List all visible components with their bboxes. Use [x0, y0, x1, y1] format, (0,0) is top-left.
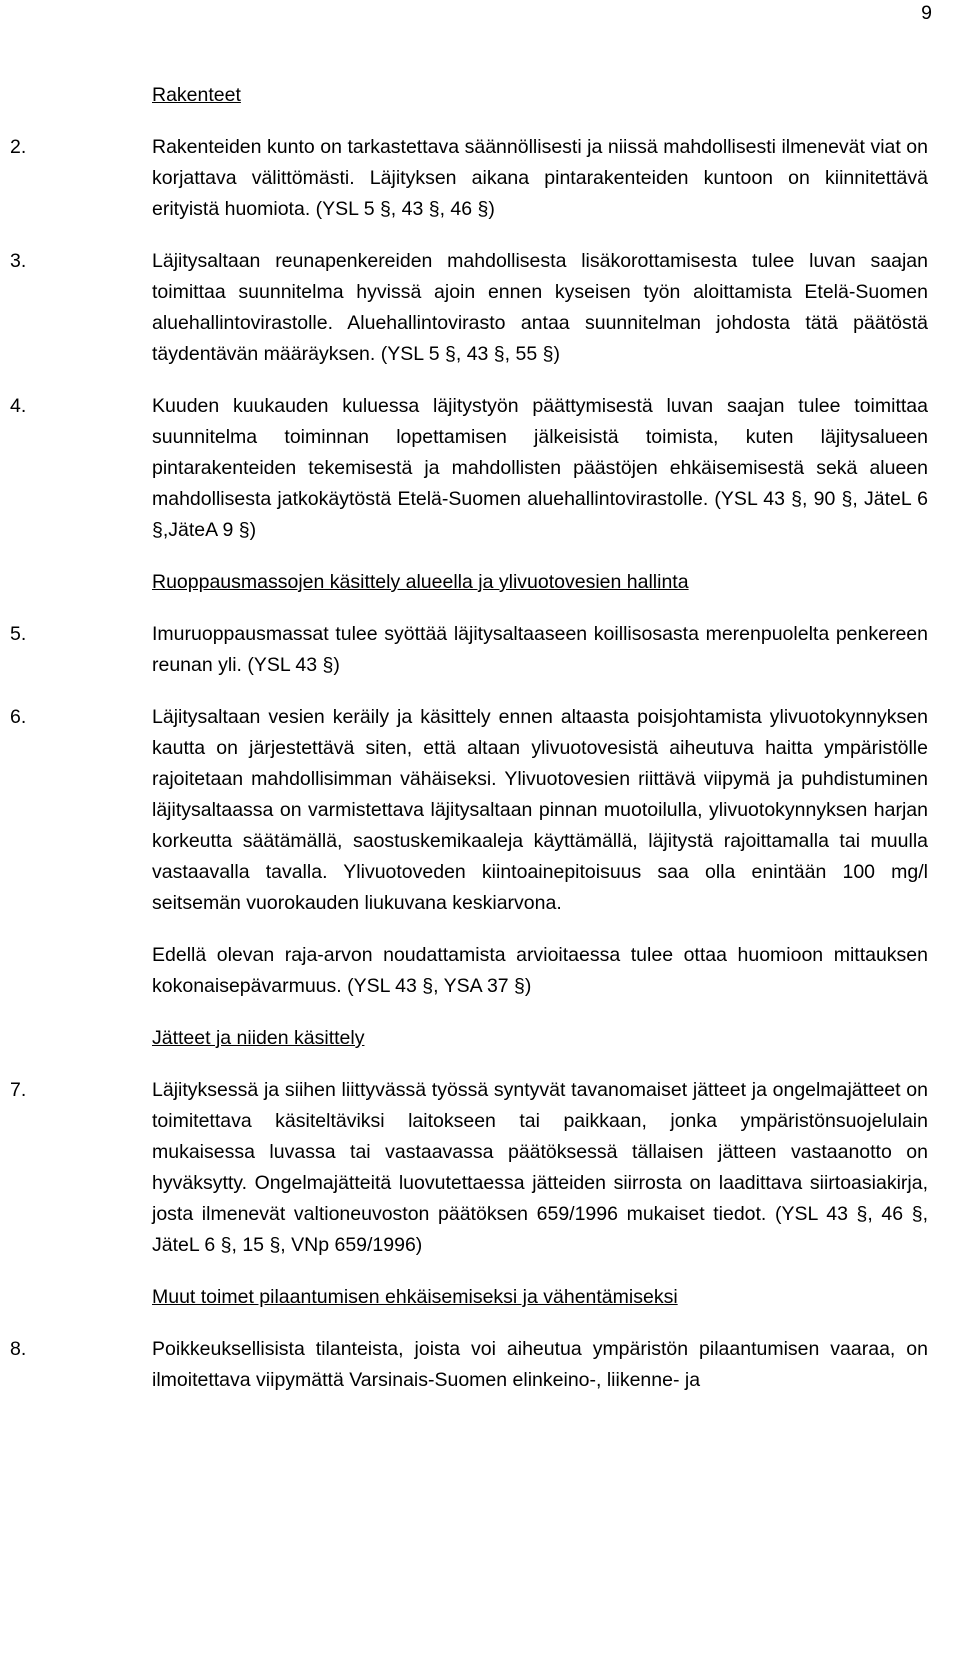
item-paragraph: Imuruoppausmassat tulee syöttää läjitysaltaaseen koillisosasta merenpuolelta penkereen reunan yli. (YSL 43 §) [152, 623, 928, 676]
item-body [152, 1075, 928, 1261]
document-body [10, 80, 928, 1396]
section-heading: Ruoppausmassojen käsittely alueella ja ylivuotovesien hallinta [152, 571, 689, 593]
list-item [10, 702, 928, 1002]
list-item [10, 132, 928, 225]
list-item [10, 246, 928, 370]
item-paragraph: Rakenteiden kunto on tarkastettava säännöllisesti ja niissä mahdollisesti ilmenevät viat on korjattava välittömästi. Läjityksen aikana pintarakenteiden kuntoon on kiinnitettävä erityistä huomiota. (YSL 5 §, 43 §, 46 §) [152, 136, 928, 220]
item-paragraph: Läjitysaltaan reunapenkereiden mahdollisesta lisäkorottamisesta tulee luvan saajan toimittaa suunnitelma hyvissä ajoin ennen kyseisen työn aloittamista Etelä-Suomen aluehallintovirastolle. Aluehallintovirasto antaa suunnitelman johdosta tätä päätöstä täydentävän määräyksen. (YSL 5 §, 43 §, 55 §) [152, 250, 928, 365]
list-item [10, 1075, 928, 1261]
item-paragraph: Edellä olevan raja-arvon noudattamista arvioitaessa tulee ottaa huomioon mittauksen kokonaisepävarmuus. (YSL 43 §, YSA 37 §) [152, 944, 928, 997]
item-body [152, 619, 928, 681]
page-number: 9 [921, 2, 932, 24]
item-body [152, 391, 928, 546]
item-paragraph: Läjityksessä ja siihen liittyvässä työssä syntyvät tavanomaiset jätteet ja ongelmajätteet on toimitettava käsiteltäviksi laitokseen tai paikkaan, jonka ympäristönsuojelulain mukaisessa luvassa tai vastaavassa päätöksessä tällaisen jätteen vastaanotto on hyväksytty. Ongelmajätteitä luovutettaessa jätteiden siirrosta on laadittava siirtoasiakirja, josta ilmenevät valtioneuvoston päätöksen 659/1996 mukaiset tiedot. (YSL 43 §, 46 §, JäteL 6 §, 15 §, VNp 659/1996) [152, 1079, 928, 1256]
list-item [10, 391, 928, 546]
item-number: 3. [10, 250, 27, 272]
item-number: 7. [10, 1079, 27, 1101]
item-paragraph: Poikkeuksellisista tilanteista, joista voi aiheutua ympäristön pilaantumisen vaaraa, on ilmoitettava viipymättä Varsinais-Suomen elinkeino-, liikenne- ja [152, 1338, 928, 1391]
item-number: 2. [10, 136, 27, 158]
item-number: 5. [10, 623, 27, 645]
item-body [152, 1334, 928, 1396]
section-heading: Rakenteet [152, 84, 241, 106]
item-paragraph: Läjitysaltaan vesien keräily ja käsittely ennen altaasta poisjohtamista ylivuotokynnyksen kautta on järjestettävä siten, että altaan ylivuotovesistä aiheutuva haitta ympäristölle rajoitetaan mahdollisimman vähäiseksi. Ylivuotovesien riittävä viipymä ja puhdistuminen läjitysaltaassa on varmistettava läjitysaltaan pinnan muotoilulla, ylivuotokynnyksen harjan korkeutta säätämällä, saostuskemikaaleja käyttämällä, läjitystä rajoittamalla tai muulla vastaavalla tavalla. Ylivuotoveden kiintoainepitoisuus saa olla enintään 100 mg/l seitsemän vuorokauden liukuvana keskiarvona. [152, 706, 928, 914]
item-paragraph: Kuuden kuukauden kuluessa läjitystyön päättymisestä luvan saajan tulee toimittaa suunnitelma toiminnan lopettamisen jälkeisistä toimista, kuten läjitysalueen pintarakenteiden tekemisestä ja mahdollisten päästöjen ehkäisemisestä sekä alueen mahdollisesta jatkokäytöstä Etelä-Suomen aluehallintovirastolle. (YSL 43 §, 90 §, JäteL 6 §,JäteA 9 §) [152, 395, 928, 541]
section-heading: Jätteet ja niiden käsittely [152, 1027, 365, 1049]
list-item [10, 1334, 928, 1396]
item-body [152, 132, 928, 225]
item-body [152, 702, 928, 1002]
item-number: 6. [10, 706, 27, 728]
item-number: 8. [10, 1338, 27, 1360]
item-body [152, 246, 928, 370]
item-number: 4. [10, 395, 27, 417]
section-heading: Muut toimet pilaantumisen ehkäisemiseksi ja vähentämiseksi [152, 1286, 678, 1308]
list-item [10, 619, 928, 681]
